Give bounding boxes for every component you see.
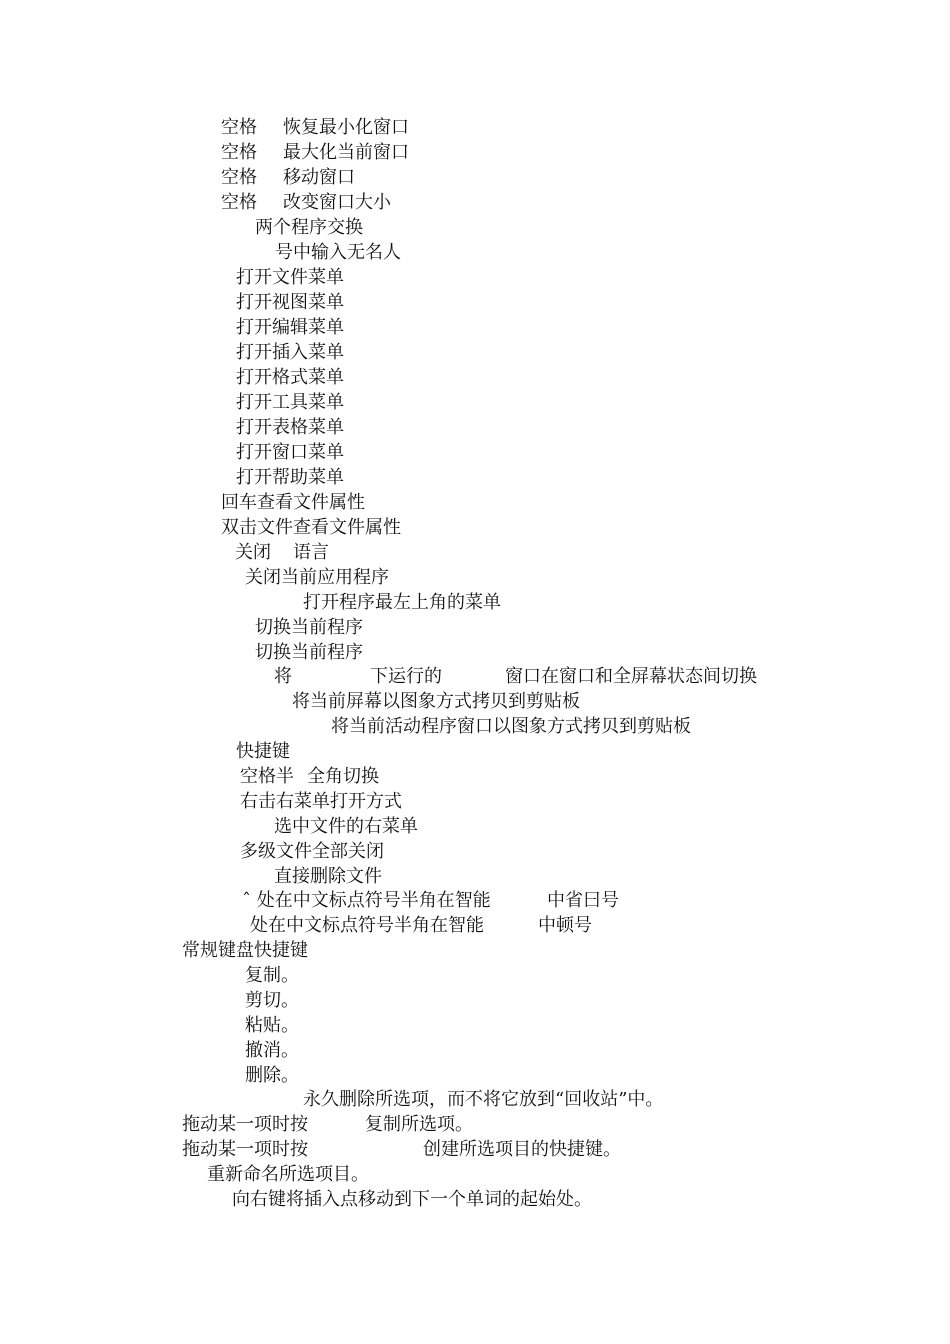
text-segment: 最大化当前窗口 bbox=[283, 142, 409, 163]
text-line bbox=[0, 315, 950, 340]
text-line bbox=[0, 1112, 950, 1137]
text-line bbox=[0, 590, 950, 615]
text-segment: 空格 bbox=[221, 192, 257, 213]
text-line bbox=[0, 1162, 950, 1187]
text-line bbox=[0, 640, 950, 665]
text-segment: 多级文件全部关闭 bbox=[240, 841, 384, 862]
text-line bbox=[0, 864, 950, 889]
text-segment: 删除。 bbox=[245, 1065, 299, 1086]
text-line bbox=[0, 814, 950, 839]
text-segment: ˆ 处在中文标点符号半角在智能 bbox=[242, 890, 491, 911]
text-line bbox=[0, 565, 950, 590]
text-segment: 语言 bbox=[293, 542, 329, 563]
text-line bbox=[0, 440, 950, 465]
text-line bbox=[0, 215, 950, 240]
text-segment: 恢复最小化窗口 bbox=[283, 117, 409, 138]
text-segment: 号中输入无名人 bbox=[275, 242, 401, 263]
text-segment: 打开表格菜单 bbox=[236, 417, 344, 438]
text-segment: 创建所选项目的快捷键。 bbox=[423, 1139, 621, 1160]
text-segment: 下运行的 bbox=[370, 666, 442, 687]
text-segment: 永久删除所选项，而不将它放到“回收站”中。 bbox=[303, 1089, 664, 1110]
text-line bbox=[0, 988, 950, 1013]
text-segment: 打开文件菜单 bbox=[236, 267, 344, 288]
text-segment: 移动窗口 bbox=[283, 167, 355, 188]
text-segment: 回车查看文件属性 bbox=[221, 492, 365, 513]
text-line bbox=[0, 615, 950, 640]
text-line bbox=[0, 1063, 950, 1088]
text-line bbox=[0, 190, 950, 215]
text-line bbox=[0, 1013, 950, 1038]
text-segment: 空格 bbox=[221, 142, 257, 163]
text-segment: 关闭当前应用程序 bbox=[245, 567, 389, 588]
text-line bbox=[0, 115, 950, 140]
text-segment: 拖动某一项时按 bbox=[182, 1139, 308, 1160]
text-line bbox=[0, 888, 950, 913]
text-line bbox=[0, 265, 950, 290]
text-segment: 中省曰号 bbox=[547, 890, 619, 911]
text-segment: 拖动某一项时按 bbox=[182, 1114, 308, 1135]
text-segment: 中顿号 bbox=[538, 915, 592, 936]
text-line bbox=[0, 465, 950, 490]
text-segment: 向右键将插入点移动到下一个单词的起始处。 bbox=[232, 1189, 592, 1210]
text-line bbox=[0, 415, 950, 440]
text-segment: 切换当前程序 bbox=[255, 642, 363, 663]
text-line bbox=[0, 540, 950, 565]
text-segment: 窗口在窗口和全屏幕状态间切换 bbox=[505, 666, 757, 687]
text-segment: 剪切。 bbox=[245, 990, 299, 1011]
text-segment: 打开插入菜单 bbox=[236, 342, 344, 363]
text-segment: 复制。 bbox=[245, 965, 299, 986]
text-segment: 空格半 bbox=[240, 766, 294, 787]
text-segment: 切换当前程序 bbox=[255, 617, 363, 638]
text-segment: 将当前活动程序窗口以图象方式拷贝到剪贴板 bbox=[331, 716, 691, 737]
text-line bbox=[0, 789, 950, 814]
text-line bbox=[0, 764, 950, 789]
text-segment: 右击右菜单打开方式 bbox=[240, 791, 402, 812]
text-line bbox=[0, 689, 950, 714]
text-segment: 全角切换 bbox=[307, 766, 379, 787]
text-segment: 选中文件的右菜单 bbox=[274, 816, 418, 837]
text-segment: 打开格式菜单 bbox=[236, 367, 344, 388]
text-line bbox=[0, 938, 950, 963]
text-segment: 打开工具菜单 bbox=[236, 392, 344, 413]
text-line bbox=[0, 290, 950, 315]
text-line bbox=[0, 140, 950, 165]
text-segment: 常规键盘快捷键 bbox=[182, 940, 308, 961]
text-segment: 将 bbox=[274, 666, 292, 687]
text-segment: 直接删除文件 bbox=[274, 866, 382, 887]
text-line bbox=[0, 664, 950, 689]
text-segment: 打开程序最左上角的菜单 bbox=[303, 592, 501, 613]
text-segment: 关闭 bbox=[235, 542, 271, 563]
text-line bbox=[0, 240, 950, 265]
text-line bbox=[0, 1187, 950, 1212]
text-line bbox=[0, 490, 950, 515]
text-line bbox=[0, 515, 950, 540]
text-segment: 快捷键 bbox=[236, 741, 290, 762]
text-line bbox=[0, 913, 950, 938]
text-line bbox=[0, 839, 950, 864]
text-segment: 粘贴。 bbox=[245, 1015, 299, 1036]
text-segment: 双击文件查看文件属性 bbox=[221, 517, 401, 538]
text-segment: 将当前屏幕以图象方式拷贝到剪贴板 bbox=[292, 691, 580, 712]
text-segment: 两个程序交换 bbox=[255, 217, 363, 238]
text-segment: 空格 bbox=[221, 117, 257, 138]
text-segment: 撤消。 bbox=[245, 1040, 299, 1061]
text-line bbox=[0, 340, 950, 365]
text-line bbox=[0, 165, 950, 190]
text-line bbox=[0, 365, 950, 390]
text-segment: 打开帮助菜单 bbox=[236, 467, 344, 488]
text-line bbox=[0, 390, 950, 415]
text-segment: 打开视图菜单 bbox=[236, 292, 344, 313]
text-line bbox=[0, 1038, 950, 1063]
text-segment: 打开窗口菜单 bbox=[236, 442, 344, 463]
text-segment: 处在中文标点符号半角在智能 bbox=[250, 915, 484, 936]
text-line bbox=[0, 739, 950, 764]
text-segment: 重新命名所选项目。 bbox=[207, 1164, 369, 1185]
text-line bbox=[0, 1087, 950, 1112]
text-segment: 复制所选项。 bbox=[365, 1114, 473, 1135]
text-segment: 改变窗口大小 bbox=[283, 192, 391, 213]
text-segment: 空格 bbox=[221, 167, 257, 188]
text-line bbox=[0, 714, 950, 739]
text-line bbox=[0, 1137, 950, 1162]
text-line bbox=[0, 963, 950, 988]
text-segment: 打开编辑菜单 bbox=[236, 317, 344, 338]
